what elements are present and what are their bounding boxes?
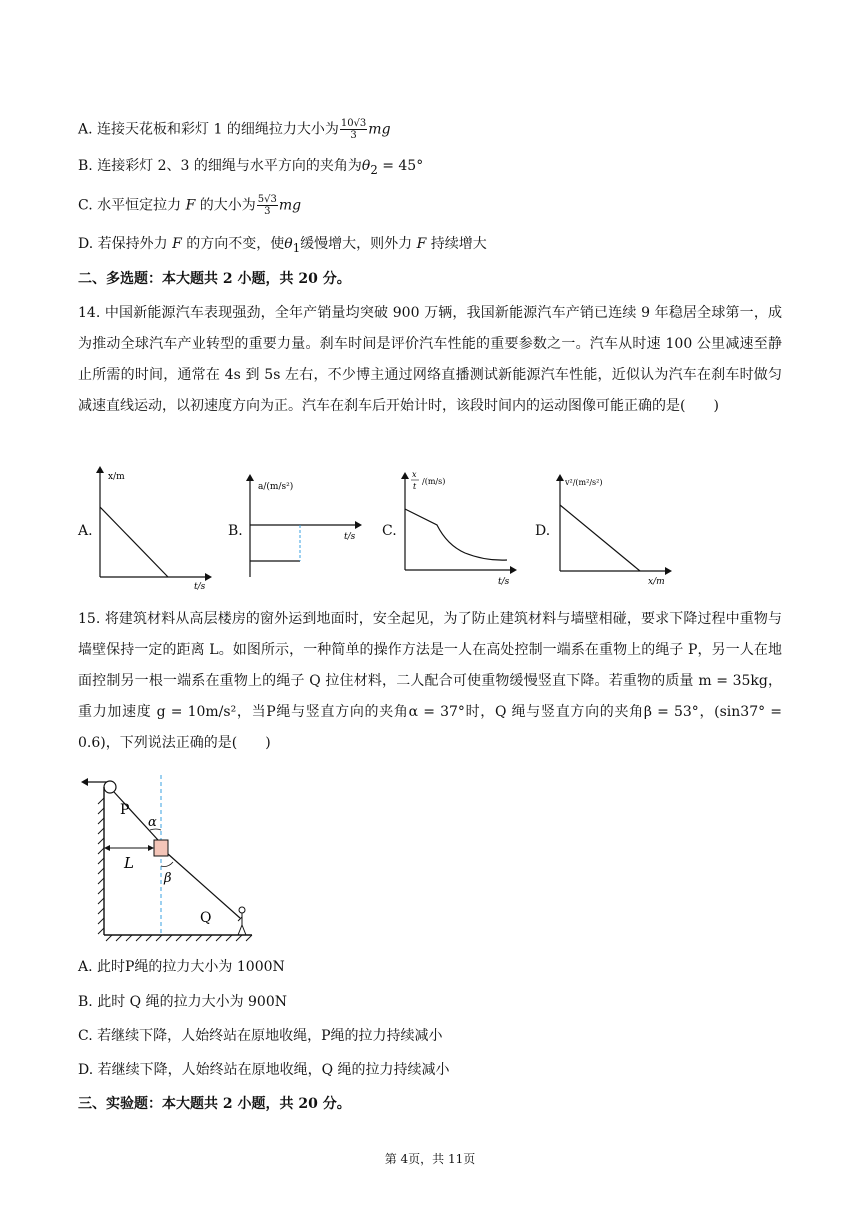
- option-text: 的方向不变，使: [181, 236, 285, 252]
- math-symbol: F: [172, 236, 182, 252]
- q14-graphs: [0, 465, 860, 595]
- fraction-denominator: 3: [264, 206, 271, 217]
- graph-a-y-axis-label: x/m: [108, 472, 125, 482]
- graph-b-y-axis-label: a/(m/s²): [258, 482, 294, 492]
- graph-d-label: D.: [535, 523, 551, 539]
- graph-c-curve: [405, 509, 507, 560]
- option-text: 的大小为: [195, 197, 256, 214]
- option-text: 持续增大: [426, 236, 487, 252]
- fraction-numerator: 10√3: [340, 118, 367, 129]
- label-l: L: [124, 854, 134, 872]
- fraction-denominator: 3: [350, 130, 357, 141]
- q15-option-d: D. 若继续下降，人始终站在原地收绳，Q 绳的拉力持续减小: [78, 1062, 450, 1078]
- label-alpha: α: [148, 815, 157, 830]
- section-heading-experiment: 三、实验题：本大题共 2 小题，共 20 分。: [78, 1096, 351, 1112]
- q13-option-c: [78, 194, 301, 217]
- label-beta: β: [164, 871, 172, 886]
- question-15-text: 15. 将建筑材料从高层楼房的窗外运到地面时，安全起见，为了防止建筑材料与墙壁相碰，要求下降过程中重物与墙壁保持一定的距离 L。如图所示，一种简单的操作方法是一人在高处控制一端系在重物上的绳子 P，另一人在地面控制另一根一端系在重物上的绳子 Q 拉住材料，二人配合可使重物缓慢竖直下降。若重物的质量 m = 35kg，重力加速度 g = 10m/s²，当P绳与竖直方向的夹角α = 37°时，Q 绳与竖直方向的夹角β = 53°，(sin37° = 0.6)，下列说法正确的是( ): [78, 611, 782, 751]
- math-symbol: F: [416, 236, 427, 252]
- fraction-numerator: 5√3: [257, 194, 277, 205]
- page-footer: 第 4页，共 11页: [384, 1152, 476, 1166]
- q13-option-d: [78, 233, 487, 259]
- math-term: mg: [278, 197, 302, 214]
- q15-option-c: C. 若继续下降，人始终站在原地收绳，P绳的拉力持续减小: [78, 1028, 443, 1044]
- graph-c-y-den: t: [413, 482, 417, 491]
- math-symbol: θ: [284, 236, 293, 252]
- graph-d-x-axis-label: x/m: [648, 577, 665, 587]
- math-term: mg: [368, 121, 391, 138]
- math-symbol: θ: [361, 158, 371, 174]
- graph-a-label: A.: [78, 523, 93, 539]
- label-q: Q: [200, 910, 212, 926]
- graph-a-x-axis-label: t/s: [194, 582, 206, 590]
- graph-c: [395, 465, 525, 590]
- q13-option-a: [78, 118, 391, 141]
- question-14-text: 14. 中国新能源汽车表现强劲，全年产销量均突破 900 万辆，我国新能源汽车产销已连续 9 年稳居全球第一，成为推动全球汽车产业转型的重要力量。刹车时间是评价汽车性能的重要参数之一。汽车从时速 100 公里减速至静止所需的时间，通常在 4s 到 5s 左右，不少博主通过网络直播测试新能源汽车性能，近似认为汽车在刹车时做匀减速直线运动，以初速度方向为正。汽车在刹车后开始计时，该段时间内的运动图像可能正确的是( ): [78, 305, 782, 414]
- option-text: C. 水平恒定拉力: [78, 197, 186, 214]
- option-text: D. 若保持外力: [78, 236, 173, 252]
- graph-c-y-unit: /(m/s): [422, 477, 446, 486]
- section-heading-multiple-choice: 二、多选题：本大题共 2 小题，共 20 分。: [78, 271, 351, 287]
- graph-d: [550, 473, 680, 588]
- graph-a-curve: [100, 507, 168, 577]
- q13-option-b: [78, 155, 423, 181]
- option-text: A. 连接天花板和彩灯 1 的细绳拉力大小为: [78, 121, 339, 138]
- q15-option-a: A. 此时P绳的拉力大小为 1000N: [78, 959, 285, 975]
- math-subscript: 2: [370, 162, 378, 177]
- fraction: [340, 118, 367, 141]
- math-subscript: 1: [292, 240, 301, 255]
- q15-figure: [80, 770, 260, 945]
- person-icon: [238, 907, 246, 935]
- pulley-icon: [104, 781, 116, 793]
- q15-option-b: B. 此时 Q 绳的拉力大小为 900N: [78, 994, 287, 1010]
- fraction: [257, 194, 278, 217]
- graph-d-y-axis-label: v²/(m²/s²): [565, 478, 603, 487]
- graph-c-x-axis-label: t/s: [498, 577, 510, 587]
- option-text: 缓慢增大，则外力: [300, 236, 417, 252]
- graph-a: [90, 465, 215, 590]
- graph-c-y-num: x: [412, 470, 417, 479]
- graph-b-x-axis-label: t/s: [344, 532, 356, 542]
- graph-b: [240, 473, 370, 588]
- graph-b-label: B.: [228, 523, 243, 539]
- graph-d-curve: [560, 505, 640, 571]
- math-symbol: F: [185, 197, 196, 214]
- option-text: B. 连接彩灯 2、3 的细绳与水平方向的夹角为: [78, 158, 362, 174]
- graph-c-label: C.: [382, 523, 397, 539]
- math-term: = 45°: [377, 158, 424, 174]
- label-p: P: [120, 802, 130, 818]
